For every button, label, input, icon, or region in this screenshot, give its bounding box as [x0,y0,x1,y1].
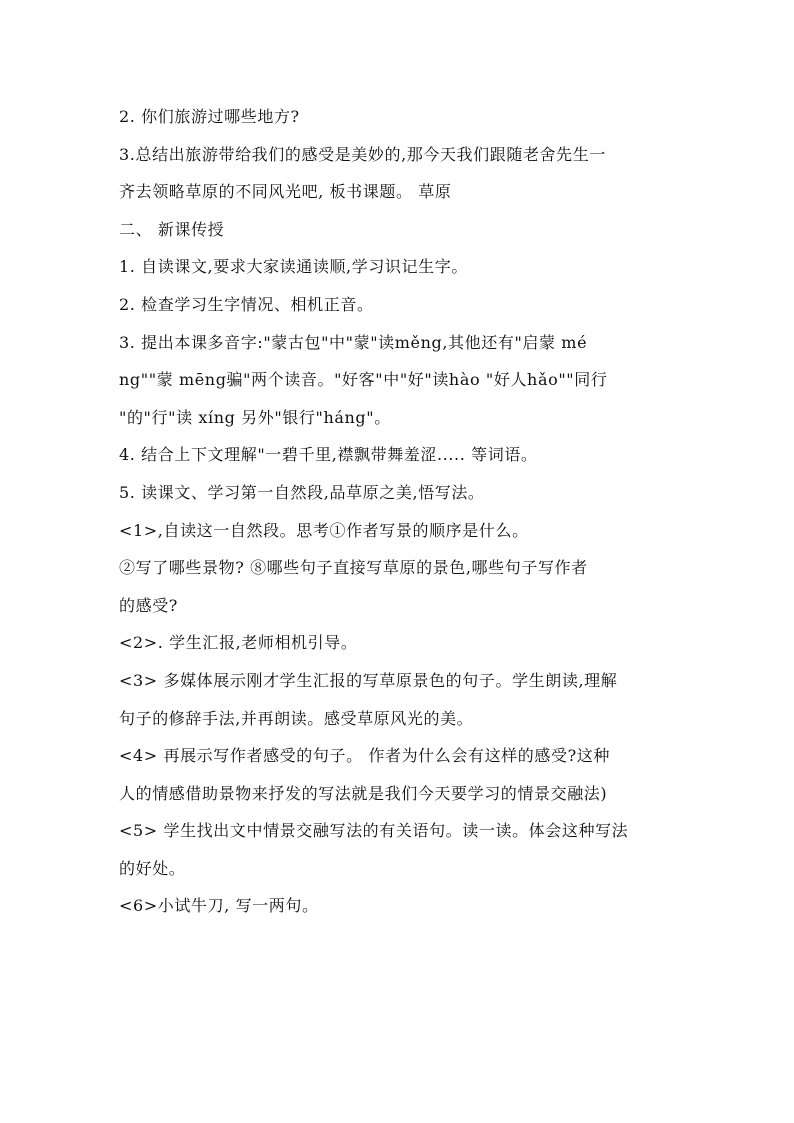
question-where-traveled: 2. 你们旅游过哪些地方? [119,107,300,126]
substep-5-line-1: <5> 学生找出文中情景交融写法的有关语句。读一读。体会这种写法 [119,821,629,841]
summary-intro-line-1: 3.总结出旅游带给我们的感受是美妙的,那今天我们跟随老舍先生一 [119,144,606,164]
step-2-check-characters: 2. 检查学习生字情况、相机正音。 [119,294,374,314]
substep-1-line-2: ②写了哪些景物? ⑧哪些句子直接写草原的景色,哪些句子写作者 [119,558,588,578]
step-4-vocabulary: 4. 结合上下文理解"一碧千里,襟飘带舞羞涩..... 等词语。 [119,445,538,465]
substep-2: <2>. 学生汇报,老师相机引导。 [119,633,358,653]
substep-1-line-3: 的感受? [119,595,178,615]
substep-6: <6>小试牛刀, 写一两句。 [119,896,319,916]
substep-1-line-1: <1>,自读这一自然段。思考①作者写景的顺序是什么。 [119,520,529,540]
step-5-first-paragraph: 5. 读课文、学习第一自然段,品草原之美,悟写法。 [119,482,485,502]
step-3-polyphones-line-2: ng""蒙 mēng骗"两个读音。"好客"中"好"读hào "好人hǎo""同行 [119,370,608,390]
substep-3-line-2: 句子的修辞手法,并再朗读。感受草原风光的美。 [119,708,474,728]
substep-4-line-1: <4> 再展示写作者感受的句子。 作者为什么会有这样的感受?这种 [119,746,610,766]
step-1-self-read: 1. 自读课文,要求大家读通读顺,学习识记生字。 [119,257,468,277]
step-3-polyphones-line-1: 3. 提出本课多音字:"蒙古包"中"蒙"读měng,其他还有"启蒙 mé [119,332,588,352]
summary-intro-line-2: 齐去领略草原的不同风光吧, 板书课题。 草原 [119,182,452,202]
lesson-plan-text [119,98,684,925]
substep-4-line-2: 人的情感借助景物来抒发的写法就是我们今天要学习的情景交融法) [119,783,608,803]
substep-3-line-1: <3> 多媒体展示刚才学生汇报的写草原景色的句子。学生朗读,理解 [119,670,618,690]
step-3-polyphones-line-3: "的"行"读 xíng 另外"银行"háng"。 [119,407,391,427]
section-heading-new-lesson: 二、 新课传授 [119,219,225,239]
substep-5-line-2: 的好处。 [119,858,186,878]
